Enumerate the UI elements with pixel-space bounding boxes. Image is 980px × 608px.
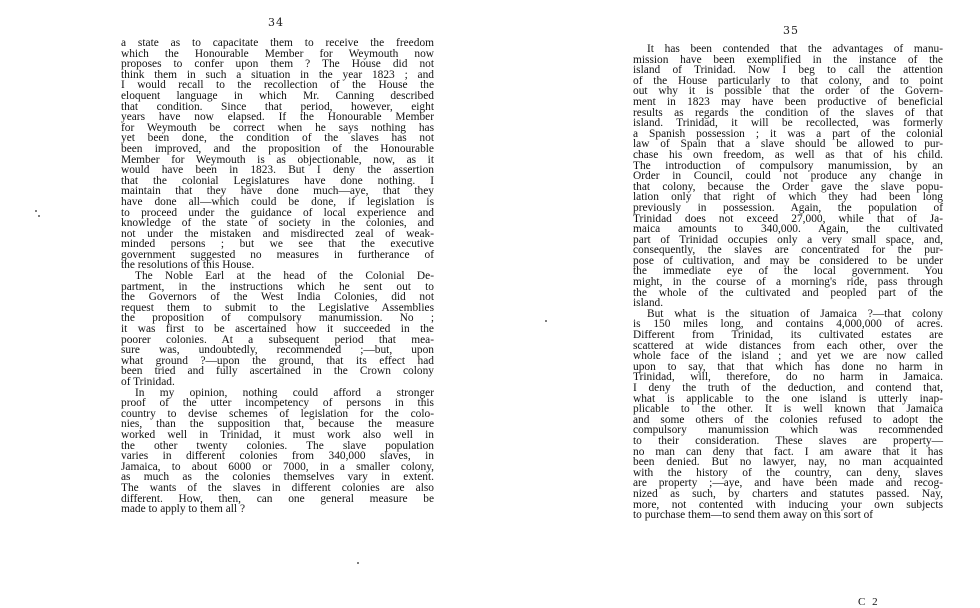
text-line: what is applicable to the one island is utterly inap- xyxy=(633,392,943,405)
text-line: Member for Weymouth is as objectionable, now, as it xyxy=(121,153,434,166)
text-line: the proposition of compulsory manumission. No ; xyxy=(121,312,434,325)
text-line: different. How, then, can one general measure be xyxy=(121,492,434,505)
text-line: Order in Council, could not produce any change in xyxy=(633,170,943,183)
right-page-number: 35 xyxy=(783,24,799,37)
text-line: worked well in Trinidad, it must work also well in xyxy=(121,428,434,441)
text-line: chase his own freedom, as well as that of his child. xyxy=(633,148,943,161)
text-line: eloquent language in which Mr. Canning described xyxy=(121,89,434,102)
text-line: previously in possession. Again, the population of xyxy=(633,201,943,214)
text-line: to purchase them—to send them away on this sort of xyxy=(633,509,874,522)
text-line: partment, in the instructions which he sent out to xyxy=(121,280,434,293)
text-line: maica amounts to 340,000. Again, the cultivated xyxy=(633,223,943,236)
paper-speck xyxy=(545,320,547,322)
text-line: think them in such a situation in the year 1823 ; and xyxy=(121,68,434,81)
text-line: mission have been exemplified in the instance of the xyxy=(633,53,943,66)
left-page-text xyxy=(121,38,434,515)
text-line: island of Trinidad. Now I beg to call the attention xyxy=(633,64,943,77)
text-line: The introduction of compulsory manumission, by an xyxy=(633,159,943,172)
text-line: Jamaica, to about 6000 or 7000, in a smaller colony, xyxy=(121,460,434,473)
text-line: made to apply to them all ? xyxy=(121,503,245,516)
text-line: been improved, and the proposition of the Honourable xyxy=(121,142,434,155)
text-line: varies in different colonies from 340,000 slaves, in xyxy=(121,450,434,463)
text-line: that colony, because the Order gave the slave popu- xyxy=(633,180,943,193)
text-line: the other twenty colonies. The slave population xyxy=(121,439,434,452)
text-line: country to devise schemes of legislation for the colo- xyxy=(121,407,434,420)
paper-speck xyxy=(38,215,40,217)
signature-mark: C 2 xyxy=(858,596,880,608)
text-line: the whole of the cultivated and peopled part of the xyxy=(633,286,943,299)
left-page-number: 34 xyxy=(268,16,284,29)
text-line: as much as the colonies themselves vary in extent. xyxy=(121,471,434,484)
text-line: nies, than the supposition that, because the measure xyxy=(121,418,434,431)
text-line: Trinidad, will, therefore, do no harm in Jamaica. xyxy=(633,371,943,384)
text-line: that condition. Since that period, however, eight xyxy=(121,100,434,113)
text-line: scattered at wide distances from each other, over the xyxy=(633,339,943,352)
text-line: more, not contented with inducing your own subjects xyxy=(633,498,943,511)
text-line: sure was, undoubtedly, recommended ;—but, upon xyxy=(121,344,434,357)
text-line: for Weymouth be correct when he says nothing has xyxy=(121,121,434,134)
text-line: The wants of the slaves in different colonies are also xyxy=(121,481,434,494)
right-page-text xyxy=(633,44,943,521)
paper-speck xyxy=(357,562,359,564)
text-line: of Trinidad. xyxy=(121,376,175,388)
text-line: lation only that right of which they had been long xyxy=(633,191,943,204)
text-line: yet been done, the condition of the slaves has not xyxy=(121,132,434,145)
text-line: consequently, the slaves are concentrated for the pur- xyxy=(633,244,943,257)
text-line: island. Trinidad, it will be recollected, was formerly xyxy=(633,117,943,130)
text-line: part of Trinidad occupies only a very small space, and, xyxy=(633,233,943,246)
text-line: It has been contended that the advantages of manu- xyxy=(647,43,943,55)
text-line: ment in 1823 may have been productive of beneficial xyxy=(633,95,943,108)
text-line: that the colonial Legislatures have done nothing. I xyxy=(121,174,434,187)
text-line: proposes to confer upon them ? The House did not xyxy=(121,58,434,71)
text-line: The Noble Earl at the head of the Colonial De- xyxy=(135,270,434,283)
text-line: whole face of the island ; and yet we are now called xyxy=(633,350,943,363)
text-line: maintain that they have done much—aye, that they xyxy=(121,185,434,198)
text-line: not under the mistaken and misdirected zeal of weak- xyxy=(121,227,434,240)
text-line: But what is the situation of Jamaica ?—that colony xyxy=(647,307,943,320)
paper-speck xyxy=(35,210,37,212)
text-line: nized as such, by charters and statutes passed. Nay, xyxy=(633,487,943,500)
text-line: upon to say, that that which has done no harm in xyxy=(633,360,943,373)
text-line: are property ;—aye, and have been made and recog- xyxy=(633,477,943,490)
text-line: law of Spain that a slave should be allowed to pur- xyxy=(633,138,943,151)
text-line: of the House particularly to that colony, and to point xyxy=(633,74,943,87)
text-line: plicable to the other. It is well known that Jamaica xyxy=(633,403,943,416)
text-line: the immediate eye of the local government. You xyxy=(633,265,943,278)
text-line: In my opinion, nothing could afford a stronger xyxy=(135,386,434,399)
text-line: have done all—which could be done, if legislation is xyxy=(121,195,434,208)
text-line: Different from Trinidad, its cultivated estates are xyxy=(633,329,943,342)
text-line: a state as to capacitate them to receive the freedom xyxy=(121,37,434,49)
text-line: would have been in 1823. But I deny the assertion xyxy=(121,164,434,177)
text-line: years have now elapsed. If the Honourable Member xyxy=(121,111,434,124)
text-line: request them to submit to the Legislative Assemblies xyxy=(121,301,434,314)
text-line: pose of cultivation, and may be considered to be under xyxy=(633,254,943,267)
text-line: knowledge of the state of society in the colonies, and xyxy=(121,217,434,230)
text-line: with the history of the country, can deny, slaves xyxy=(633,466,943,479)
text-line: which the Honourable Member for Weymouth now xyxy=(121,47,434,60)
text-line: no man can deny that fact. I am aware that it has xyxy=(633,445,943,458)
text-line: the Governors of the West India Colonies, did not xyxy=(121,291,434,304)
text-line: proof of the utter incompetency of persons in this xyxy=(121,397,434,410)
text-line: island. xyxy=(633,297,664,310)
text-line: is 150 miles long, and contains 4,000,000 of acres. xyxy=(633,318,943,331)
text-line: government suggested no measures in furtherance of xyxy=(121,248,434,261)
text-line: out why it is possible that the order of the Govern- xyxy=(633,85,943,98)
text-line: to their consideration. These slaves are property— xyxy=(633,434,943,447)
text-line: what ground ?—upon the ground, that its effect had xyxy=(121,354,434,367)
text-line: might, in the course of a morning's ride, pass through xyxy=(633,276,943,289)
text-line: a Spanish possession ; it was a part of the colonial xyxy=(633,127,943,140)
text-line: I would recall to the recollection of the House the xyxy=(121,79,434,92)
text-line: poorer colonies. At a subsequent period that mea- xyxy=(121,333,434,346)
text-line: Trinidad does not exceed 27,000, while that of Ja- xyxy=(633,212,943,225)
text-line: to proceed under the guidance of local experience and xyxy=(121,206,434,219)
text-line: compulsory manumission which was recommended xyxy=(633,424,943,437)
text-line: minded persons ; but we see that the executive xyxy=(121,238,434,251)
text-line: it was first to be ascertained how it succeeded in the xyxy=(121,323,434,336)
text-line: results as regards the condition of the slaves of that xyxy=(633,106,943,119)
text-line: and some others of the colonies refused to adopt the xyxy=(633,413,943,426)
text-line: I deny the truth of the deduction, and contend that, xyxy=(633,382,943,394)
text-line: been tried and fully ascertained in the Crown colony xyxy=(121,365,434,378)
text-line: been denied. But no lawyer, nay, no man acquainted xyxy=(633,456,943,469)
text-line: the resolutions of this House. xyxy=(121,259,255,272)
